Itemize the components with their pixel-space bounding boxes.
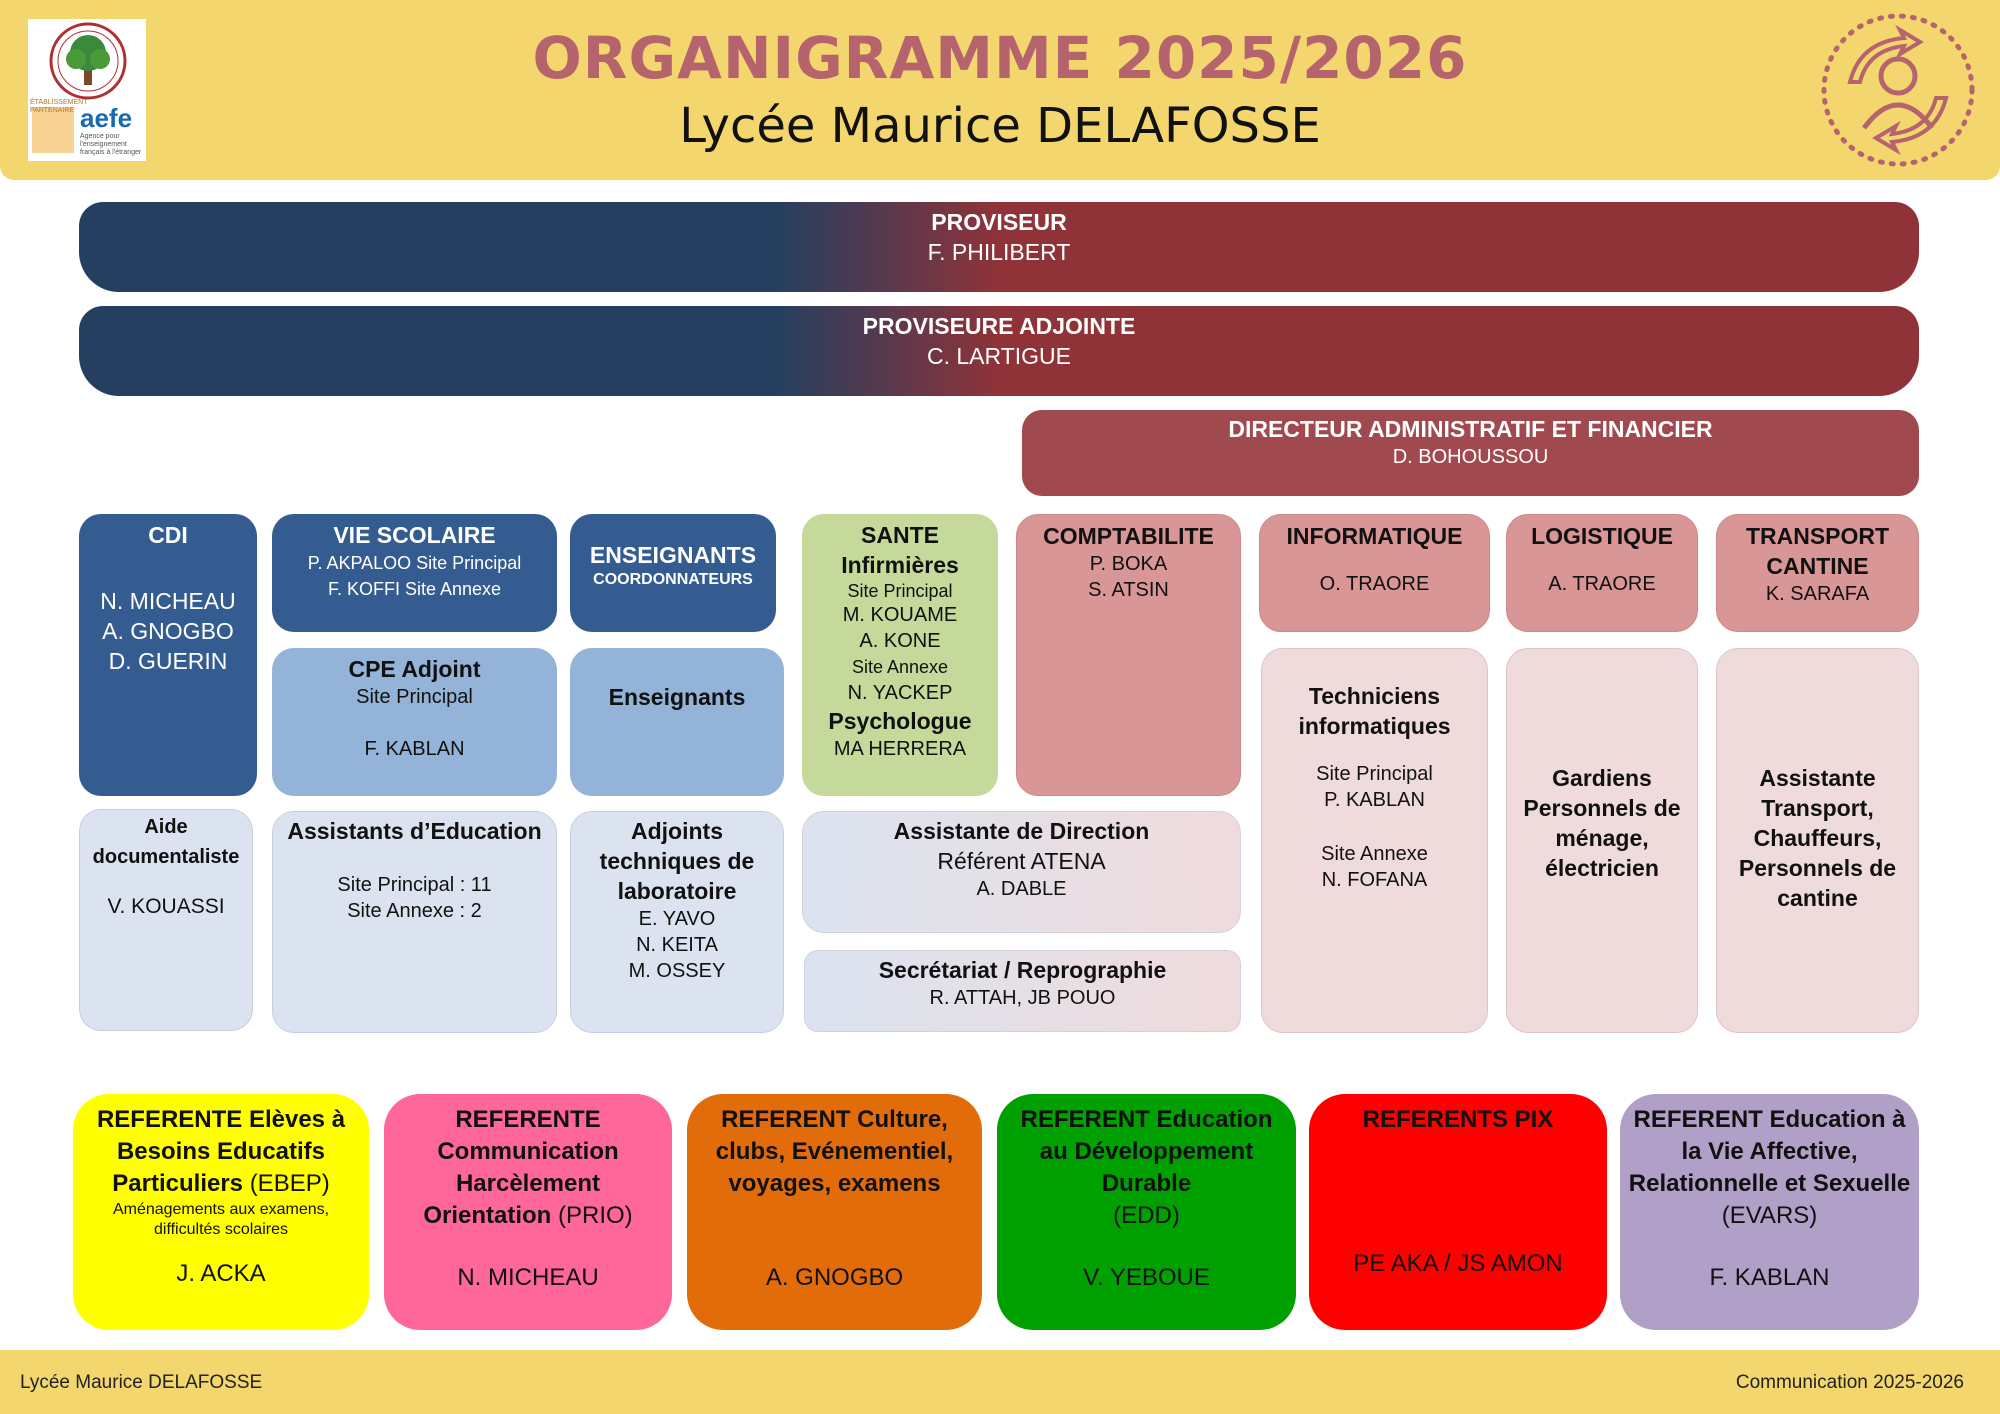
referent-name: F. KABLAN [1709,1264,1830,1291]
sante-name: N. YACKEP [847,682,953,704]
vie-scolaire-line: P. AKPALOO Site Principal [307,553,522,573]
assistante-transport-title: Assistante Transport, Chauffeurs, Personnels de cantine [1738,765,1897,911]
adjointe-name: C. LARTIGUE [927,343,1071,369]
informatique-box [1259,514,1490,632]
informatique-name: O. TRAORE [1319,573,1430,595]
vie-scolaire-box [272,514,557,632]
referent-title: REFERENT Education à la Vie Affective, Relationnelle et Sexuelle [1628,1106,1911,1197]
comptabilite-box [1016,514,1241,796]
proviseur-title: PROVISEUR [931,209,1067,235]
comptabilite-name: P. BOKA [1089,553,1168,575]
techniciens-name: N. FOFANA [1321,869,1428,891]
sante-subtitle: Infirmières [841,552,959,578]
aefe-caption: Agence pour l'enseignement français à l'étranger [80,133,142,156]
techniciens-box [1261,648,1488,1033]
enseignants-box [570,648,784,796]
aide-doc-title: Aide documentaliste [92,816,240,868]
cpe-name: F. KABLAN [364,738,465,760]
assistants-education-box [272,811,557,1033]
footer-right: Communication 2025-2026 [1735,1372,1964,1393]
aefe-badge: ÉTABLISSEMENT PARTENAIRE [30,99,88,114]
proviseur-bar [79,202,1919,292]
referent-ebep-box [73,1094,369,1330]
aide-documentaliste-box [79,809,253,1031]
page-title: ORGANIGRAMME 2025/2026 [532,24,1468,92]
logistique-name: A. TRAORE [1548,573,1656,595]
sante-site: Site Annexe [851,657,949,677]
assistante-direction-title: Assistante de Direction [893,818,1150,844]
assistants-line: Site Principal : 11 [337,874,492,896]
referent-title: REFERENTE Elèves à Besoins Educatifs Particuliers [96,1106,346,1197]
transport-name: K. SARAFA [1765,583,1870,605]
enseignants-coord-subtitle: COORDONNATEURS [593,571,753,588]
daf-title: DIRECTEUR ADMINISTRATIF ET FINANCIER [1228,416,1713,442]
enseignants-title: Enseignants [608,684,746,710]
people-cycle-icon [1820,12,1976,168]
referent-prio-box [384,1094,672,1330]
gardiens-title: Gardiens Personnels de ménage, électricien [1523,765,1681,881]
assistants-title: Assistants d’Education [287,818,542,844]
cpe-site: Site Principal [356,686,473,708]
cdi-title: CDI [148,522,188,548]
cpe-adjoint-box [272,648,557,796]
daf-bar [1022,410,1919,496]
cantine-title: CANTINE [1766,553,1869,579]
referent-note: Aménagements aux examens, difficultés scolaires [112,1201,330,1238]
referent-name: N. MICHEAU [457,1264,599,1291]
techniciens-site: Site Annexe [1321,843,1428,865]
sante-title: SANTE [861,522,939,548]
footer-left: Lycée Maurice DELAFOSSE [20,1372,263,1393]
proviseure-adjointe-bar [79,306,1919,396]
secretariat-title: Secrétariat / Reprographie [878,957,1167,983]
referent-title: REFERENTS PIX [1362,1106,1554,1133]
enseignants-coordonnateurs-box [570,514,776,632]
adjointe-title: PROVISEURE ADJOINTE [862,313,1136,339]
cdi-name: A. GNOGBO [102,618,234,644]
referent-name: PE AKA / JS AMON [1353,1250,1563,1277]
vie-scolaire-line: F. KOFFI Site Annexe [327,579,502,599]
cdi-name: N. MICHEAU [100,588,236,614]
psychologue-title: Psychologue [828,708,972,734]
referent-culture-box [687,1094,982,1330]
aefe-logo-text: aefe [80,103,133,133]
referent-abbr: (EDD) [1113,1202,1180,1229]
footer-bar [0,1350,2000,1414]
logistique-title: LOGISTIQUE [1531,523,1673,549]
referent-name: A. GNOGBO [765,1264,904,1291]
logistique-box [1506,514,1698,632]
adjoints-techniques-box [570,811,784,1033]
transport-title: TRANSPORT [1745,523,1890,549]
techniciens-title: Techniciens informatiques [1298,683,1451,739]
referent-edd-box [997,1094,1296,1330]
enseignants-coord-title: ENSEIGNANTS [589,542,757,568]
techniciens-site: Site Principal [1316,763,1433,785]
labo-name: M. OSSEY [628,960,726,982]
page-subtitle: Lycée Maurice DELAFOSSE [679,98,1321,154]
referent-evars-box [1620,1094,1919,1330]
assistante-transport-box [1716,648,1919,1033]
assistante-direction-name: A. DABLE [976,878,1067,900]
referent-abbr: (EBEP) [249,1170,330,1197]
referent-name: J. ACKA [176,1260,266,1287]
cdi-name: D. GUERIN [108,648,228,674]
sante-site: Site Principal [847,581,953,601]
proviseur-name: F. PHILIBERT [927,239,1071,265]
daf-name: D. BOHOUSSOU [1392,446,1549,468]
sante-name: A. KONE [859,630,941,652]
vie-scolaire-title: VIE SCOLAIRE [333,522,496,548]
psychologue-name: MA HERRERA [833,738,967,760]
secretariat-box [804,950,1241,1032]
cpe-title: CPE Adjoint [348,656,481,682]
assistante-direction-box [802,811,1241,933]
referent-abbr: (PRIO) [558,1202,633,1229]
labo-title: Adjoints techniques de laboratoire [599,818,755,904]
informatique-title: INFORMATIQUE [1286,523,1463,549]
cdi-box [79,514,257,796]
referent-abbr: (EVARS) [1721,1202,1818,1229]
techniciens-name: P. KABLAN [1324,789,1425,811]
sante-box [802,514,998,796]
referent-title: REFERENTE Communication Harcèlement Orientation [423,1106,619,1229]
sante-name: M. KOUAME [842,604,958,626]
comptabilite-name: S. ATSIN [1088,579,1169,601]
comptabilite-title: COMPTABILITE [1043,523,1214,549]
assistante-direction-line: Référent ATENA [937,848,1106,874]
aide-doc-name: V. KOUASSI [107,895,225,918]
transport-cantine-box [1716,514,1919,632]
referent-pix-box [1309,1094,1607,1330]
labo-name: E. YAVO [638,908,716,930]
labo-name: N. KEITA [636,934,718,956]
referent-name: V. YEBOUE [1083,1264,1210,1291]
gardiens-box [1506,648,1698,1033]
referent-title: REFERENT Education au Développement Durable [1020,1106,1273,1197]
secretariat-names: R. ATTAH, JB POUO [929,987,1116,1009]
assistants-line: Site Annexe : 2 [347,900,482,922]
referent-title: REFERENT Culture, clubs, Evénementiel, voyages, examens [715,1106,954,1197]
